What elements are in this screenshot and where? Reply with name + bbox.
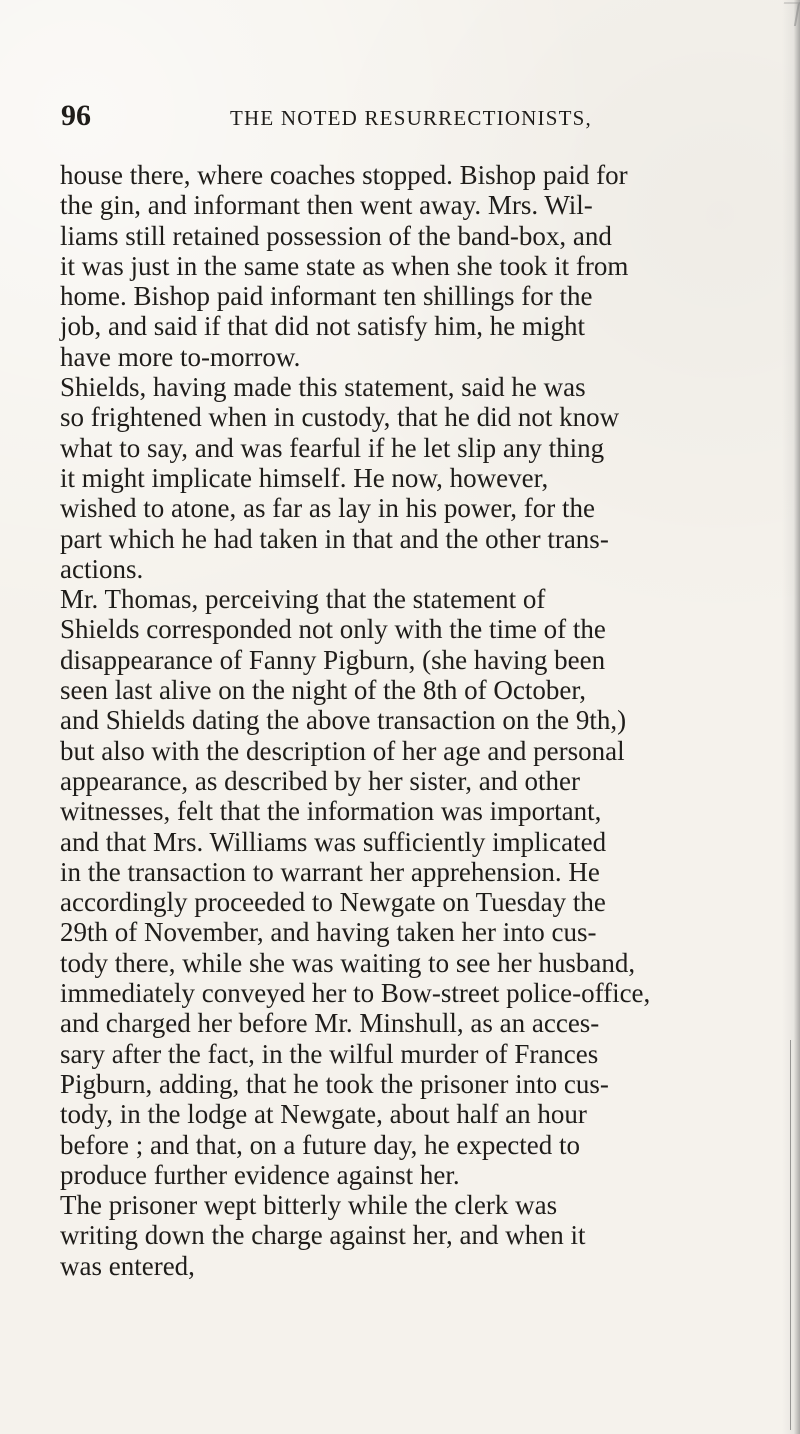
text-line: Pigburn, adding, that he took the prisoner into cus-: [60, 1068, 609, 1099]
page-number: 96: [61, 99, 91, 132]
text-line: seen last alive on the night of the 8th of October,: [60, 675, 587, 706]
text-line: and Shields dating the above transaction on the 9th,): [60, 705, 627, 736]
text-line: Mr. Thomas, perceiving that the statement of: [60, 584, 546, 615]
text-line: immediately conveyed her to Bow-street police-office,: [60, 978, 651, 1009]
text-line: tody there, while she was waiting to see her husband,: [60, 947, 636, 978]
text-line: accordingly proceeded to Newgate on Tuesday the: [60, 887, 606, 918]
text-line: but also with the description of her age and personal: [60, 735, 625, 766]
text-line: 29th of November, and having taken her into cus-: [60, 917, 597, 948]
page-edge-shadow: [782, 0, 800, 1434]
text-line: actions.: [60, 553, 144, 584]
text-line: job, and said if that did not satisfy him, he might: [60, 311, 585, 342]
text-line: wished to atone, as far as lay in his power, for the: [60, 493, 596, 524]
text-line: Shields corresponded not only with the time of the: [60, 614, 606, 645]
text-line: appearance, as described by her sister, and other: [60, 765, 580, 796]
text-line: it might implicate himself. He now, however,: [60, 462, 549, 493]
text-line: home. Bishop paid informant ten shillings for the: [60, 281, 593, 312]
text-line: have more to-morrow.: [60, 341, 301, 372]
page-header: [61, 98, 701, 138]
text-line: so frightened when in custody, that he did not know: [60, 402, 620, 433]
text-line: The prisoner wept bitterly while the clerk was: [60, 1190, 558, 1221]
running-head: THE NOTED RESURRECTIONISTS,: [230, 106, 592, 130]
text-line: produce further evidence against her.: [60, 1159, 460, 1190]
text-line: the gin, and informant then went away. Mrs. Wil-: [60, 190, 593, 221]
text-line: sary after the fact, in the wilful murder of Frances: [60, 1038, 599, 1069]
text-line: liams still retained possession of the band-box, and: [60, 220, 612, 251]
text-line: was entered,: [60, 1250, 195, 1281]
text-line: witnesses, felt that the information was important,: [60, 796, 602, 827]
text-line: what to say, and was fearful if he let slip any thing: [60, 432, 605, 463]
text-line: and that Mrs. Williams was sufficiently implicated: [60, 826, 607, 857]
page-text: [60, 160, 715, 1281]
text-line: in the transaction to warrant her apprehension. He: [60, 856, 600, 887]
text-line: before ; and that, on a future day, he expected to: [60, 1129, 581, 1160]
text-line: Shields, having made this statement, said he was: [60, 372, 586, 403]
text-line: house there, where coaches stopped. Bishop paid for: [60, 160, 628, 190]
text-line: it was just in the same state as when she took it from: [60, 250, 629, 281]
text-line: disappearance of Fanny Pigburn, (she having been: [60, 644, 606, 675]
text-line: part which he had taken in that and the other trans-: [60, 523, 609, 554]
text-line: writing down the charge against her, and when it: [60, 1220, 586, 1251]
text-line: tody, in the lodge at Newgate, about half an hour: [60, 1099, 587, 1130]
text-line: and charged her before Mr. Minshull, as an acces-: [60, 1008, 600, 1039]
page-edge-line: [790, 1040, 791, 1430]
